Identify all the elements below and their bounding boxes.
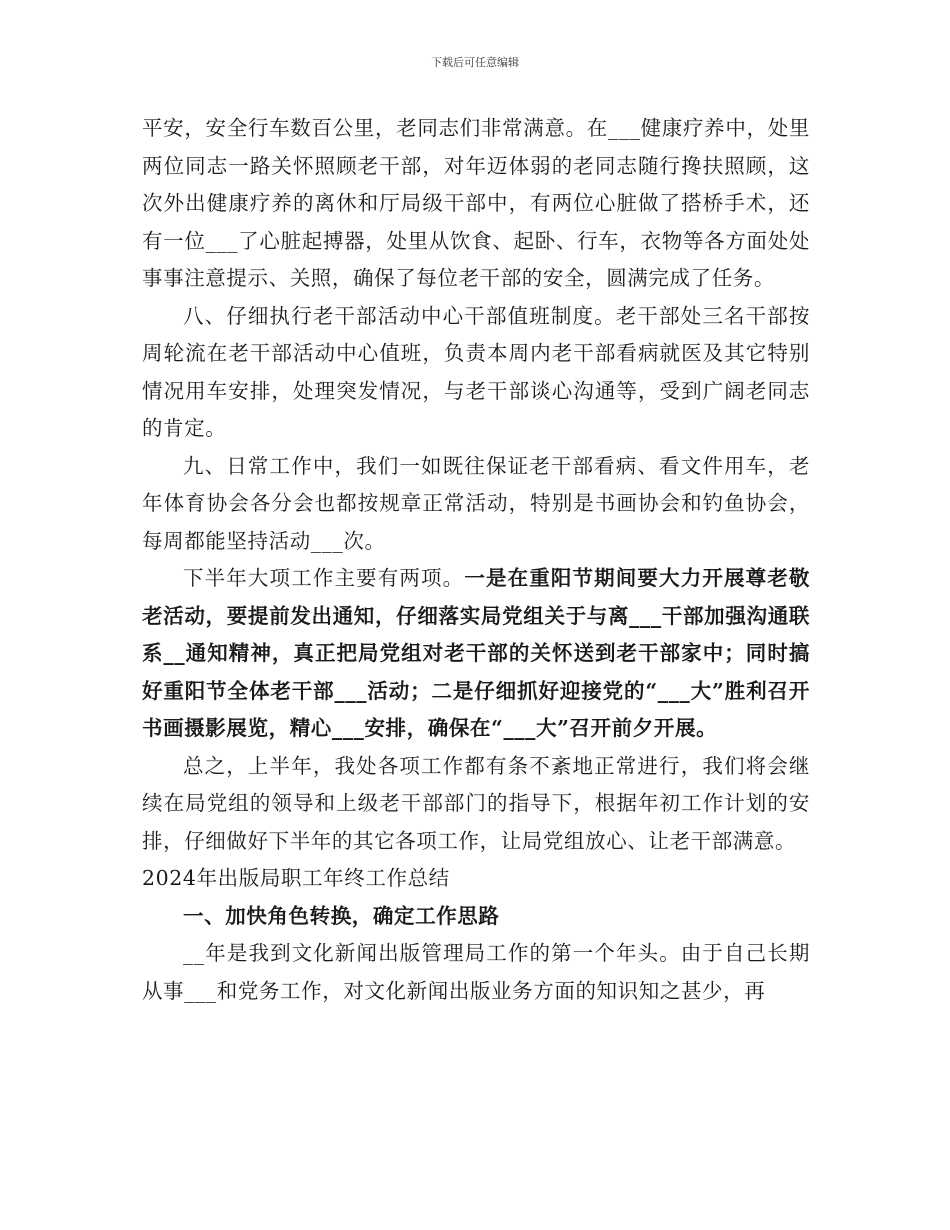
paragraph-section-1-intro: __年是我到文化新闻出版管理局工作的第一个年头。由于自己长期从事___和党务工作，对文化新闻出版业务方面的知识知之甚少，再 (142, 941, 810, 1003)
paragraph-continuation: 平安，安全行车数百公里，老同志们非常满意。在___健康疗养中，处里两位同志一路关怀照顾老干部，对年迈体弱的老同志随行搀扶照顾，这次外出健康疗养的离休和厅局级干部中，有两位心脏做了搭桥手术，还有一位___了心脏起搏器，处里从饮食、起卧、行车，衣物等各方面处处事事注意提示、关照，确保了每位老干部的安全，圆满完成了任务。 (142, 116, 810, 290)
section-heading-1: 一、加快角色转换，确定工作思路 (183, 903, 500, 928)
document-title: 2024年出版局职工年终工作总结 (142, 866, 450, 890)
paragraph-second-half-plan (142, 560, 810, 748)
page-header: 下载后可任意编辑 (431, 56, 519, 69)
paragraph-summary: 总之，上半年，我处各项工作都有条不紊地正常进行，我们将会继续在局党组的领导和上级老干部部门的指导下，根据年初工作计划的安排，仔细做好下半年的其它各项工作，让局党组放心、让老干部满意。 (142, 753, 810, 853)
document-body (142, 110, 810, 1010)
paragraph-item-8: 八、仔细执行老干部活动中心干部值班制度。老干部处三名干部按周轮流在老干部活动中心值班，负责本周内老干部看病就医及其它特别情况用车安排，处理突发情况，与老干部谈心沟通等，受到广阔老同志的肯定。 (142, 303, 810, 440)
plan-intro-text: 下半年大项工作主要有两项。 (183, 566, 465, 590)
plan-bold-text: 一是在重阳节期间要大力开展尊老敬老活动，要提前发出通知，仔细落实局党组关于与离___干部加强沟通联系__通知精神，真正把局党组对老干部的关怀送到老干部家中；同时搞好重阳节全体老干部___活动；二是仔细抓好迎接党的“___大”胜利召开书画摄影展览，精心___安排，确保在“___大”召开前夕开展。 (142, 566, 810, 740)
paragraph-item-9: 九、日常工作中，我们一如既往保证老干部看病、看文件用车，老年体育协会各分会也都按规章正常活动，特别是书画协会和钓鱼协会，每周都能坚持活动___次。 (142, 453, 810, 553)
